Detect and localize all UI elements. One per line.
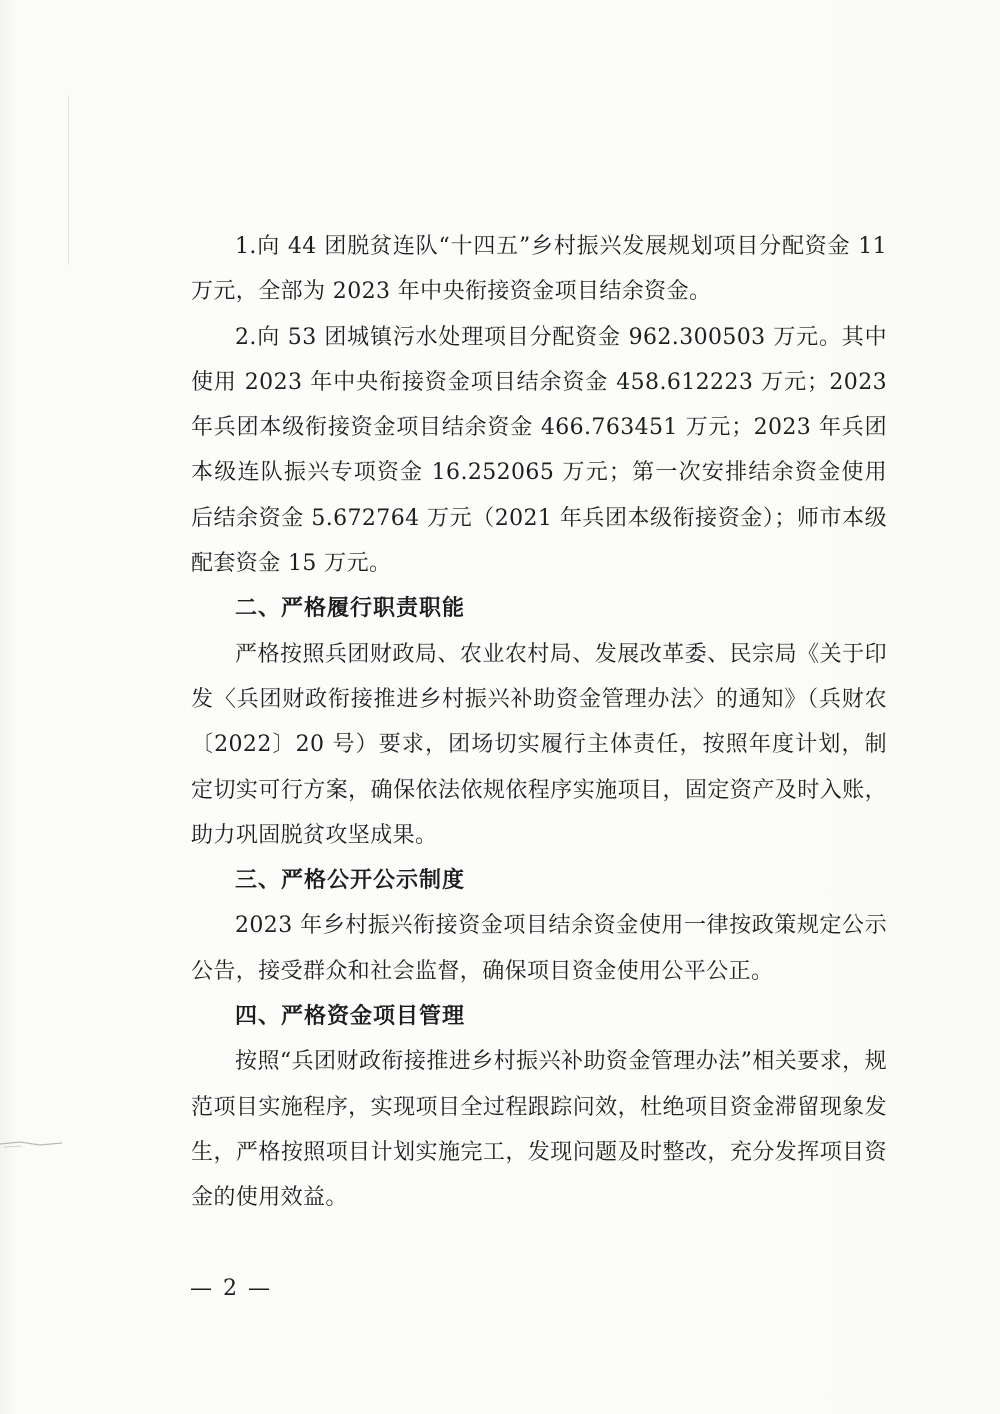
binding-mark: [0, 1138, 62, 1152]
section-heading-3: 三、严格公开公示制度: [235, 868, 466, 894]
paragraph-item-2: 2.向 53 团城镇污水处理项目分配资金 962.300503 万元。其中使用 2023 年中央衔接资金项目结余资金 458.612223 万元；2023 年兵团本级衔接资金项目结余资金 466.763451 万元；2023 年兵团本级连队振兴专项资金 16.252065 万元；第一次安排结余资金使用后结余资金 5.672764 万元（2021 年兵团本级衔接资金）；师市本级配套资金 15 万元。: [191, 324, 887, 577]
section-heading-2: 二、严格履行职责职能: [235, 596, 466, 622]
scan-edge-line: [68, 95, 69, 265]
paragraph-management: 按照“兵团财政衔接推进乡村振兴补助资金管理办法”相关要求，规范项目实施程序，实现项目全过程跟踪问效，杜绝项目资金滞留现象发生，严格按照项目计划实施完工，发现问题及时整改，充分发挥项目资金的使用效益。: [191, 1049, 887, 1211]
paragraph-disclosure: 2023 年乡村振兴衔接资金项目结余资金使用一律按政策规定公示公告，接受群众和社会监督，确保项目资金使用公平公正。: [191, 913, 887, 984]
paragraph-duties: 严格按照兵团财政局、农业农村局、发展改革委、民宗局《关于印发〈兵团财政衔接推进乡村振兴补助资金管理办法〉的通知》（兵财农〔2022〕20 号）要求，团场切实履行主体责任，按照年度计划，制定切实可行方案，确保依法依规依程序实施项目，固定资产及时入账，助力巩固脱贫攻坚成果。: [191, 641, 887, 848]
page-number: — 2 —: [190, 1276, 272, 1301]
document-body: [191, 224, 887, 1221]
section-heading-4: 四、严格资金项目管理: [235, 1004, 466, 1030]
paragraph-item-1: 1.向 44 团脱贫连队“十四五”乡村振兴发展规划项目分配资金 11 万元，全部为 2023 年中央衔接资金项目结余资金。: [191, 234, 887, 305]
